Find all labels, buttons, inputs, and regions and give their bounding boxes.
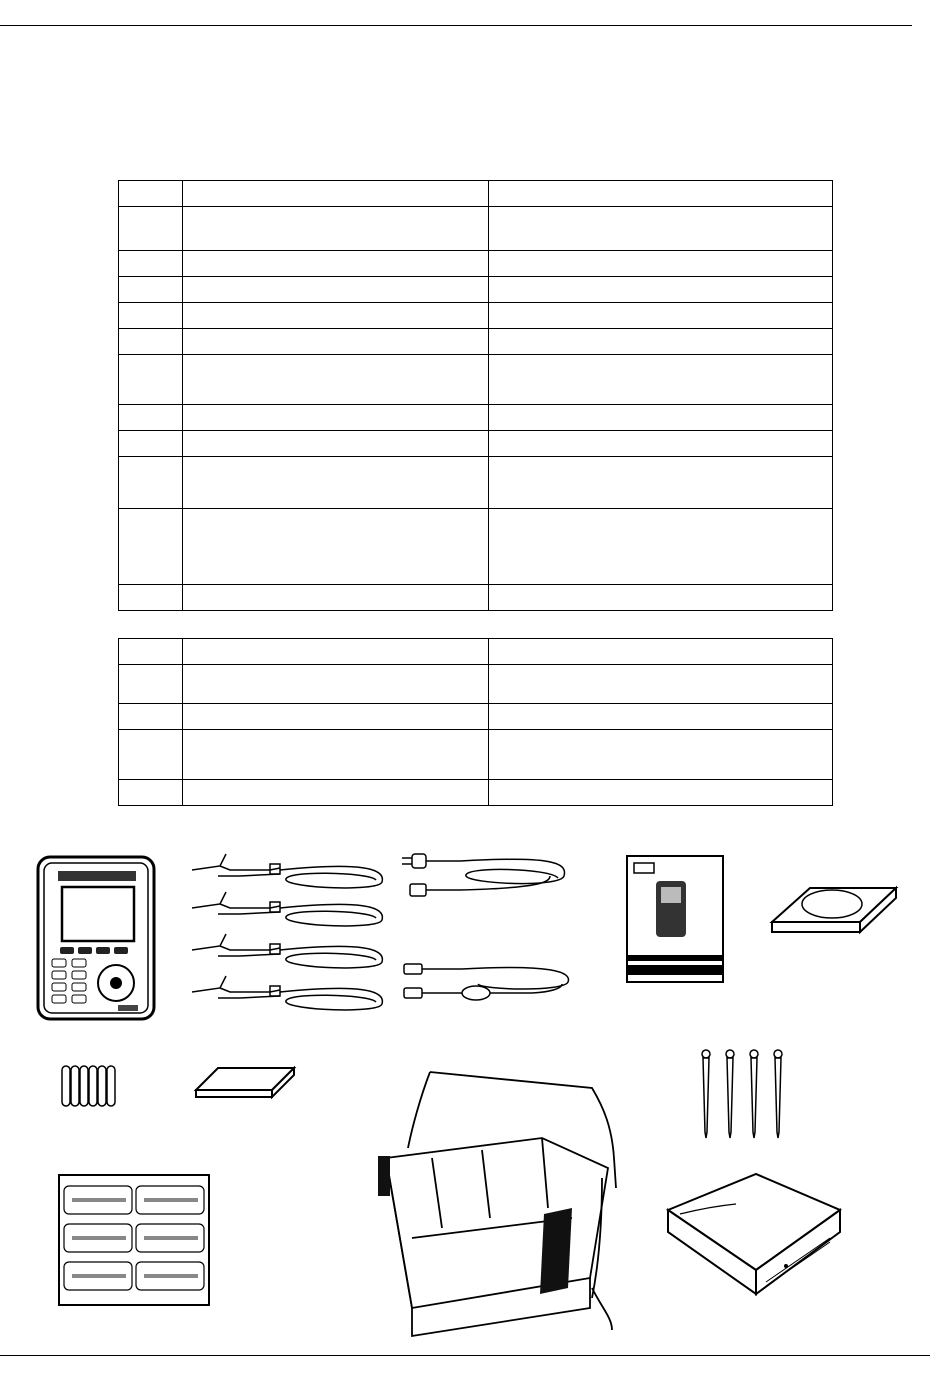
table-row — [119, 780, 833, 806]
table-row — [119, 704, 833, 730]
table-row — [119, 665, 833, 704]
table-row — [119, 329, 833, 355]
bag-icon — [372, 1068, 634, 1336]
manual-icon — [626, 855, 724, 983]
power-plug-icon — [400, 848, 570, 904]
table-row — [119, 181, 833, 207]
table-row — [119, 277, 833, 303]
table-row — [119, 457, 833, 509]
standard-accessories-table — [118, 180, 833, 611]
disc-icon — [770, 882, 898, 938]
spike-icon — [696, 1048, 788, 1140]
table-row — [119, 355, 833, 405]
usb-cable-icon — [402, 960, 574, 1004]
table-row — [119, 431, 833, 457]
battery-icon — [60, 1062, 118, 1110]
meter-icon — [36, 855, 156, 1021]
footer-rule — [0, 1355, 930, 1356]
table-row — [119, 585, 833, 611]
table-row — [119, 251, 833, 277]
card-reader-icon — [666, 1170, 842, 1298]
optional-accessories-table — [118, 638, 833, 806]
table-row — [119, 303, 833, 329]
table-row — [119, 730, 833, 780]
table-row — [119, 639, 833, 665]
test-lead-icon — [190, 848, 390, 1024]
label-icon — [58, 1174, 210, 1306]
card-icon — [194, 1064, 296, 1100]
table-row — [119, 509, 833, 585]
table-row — [119, 405, 833, 431]
table-row — [119, 207, 833, 251]
header-rule — [0, 25, 912, 26]
